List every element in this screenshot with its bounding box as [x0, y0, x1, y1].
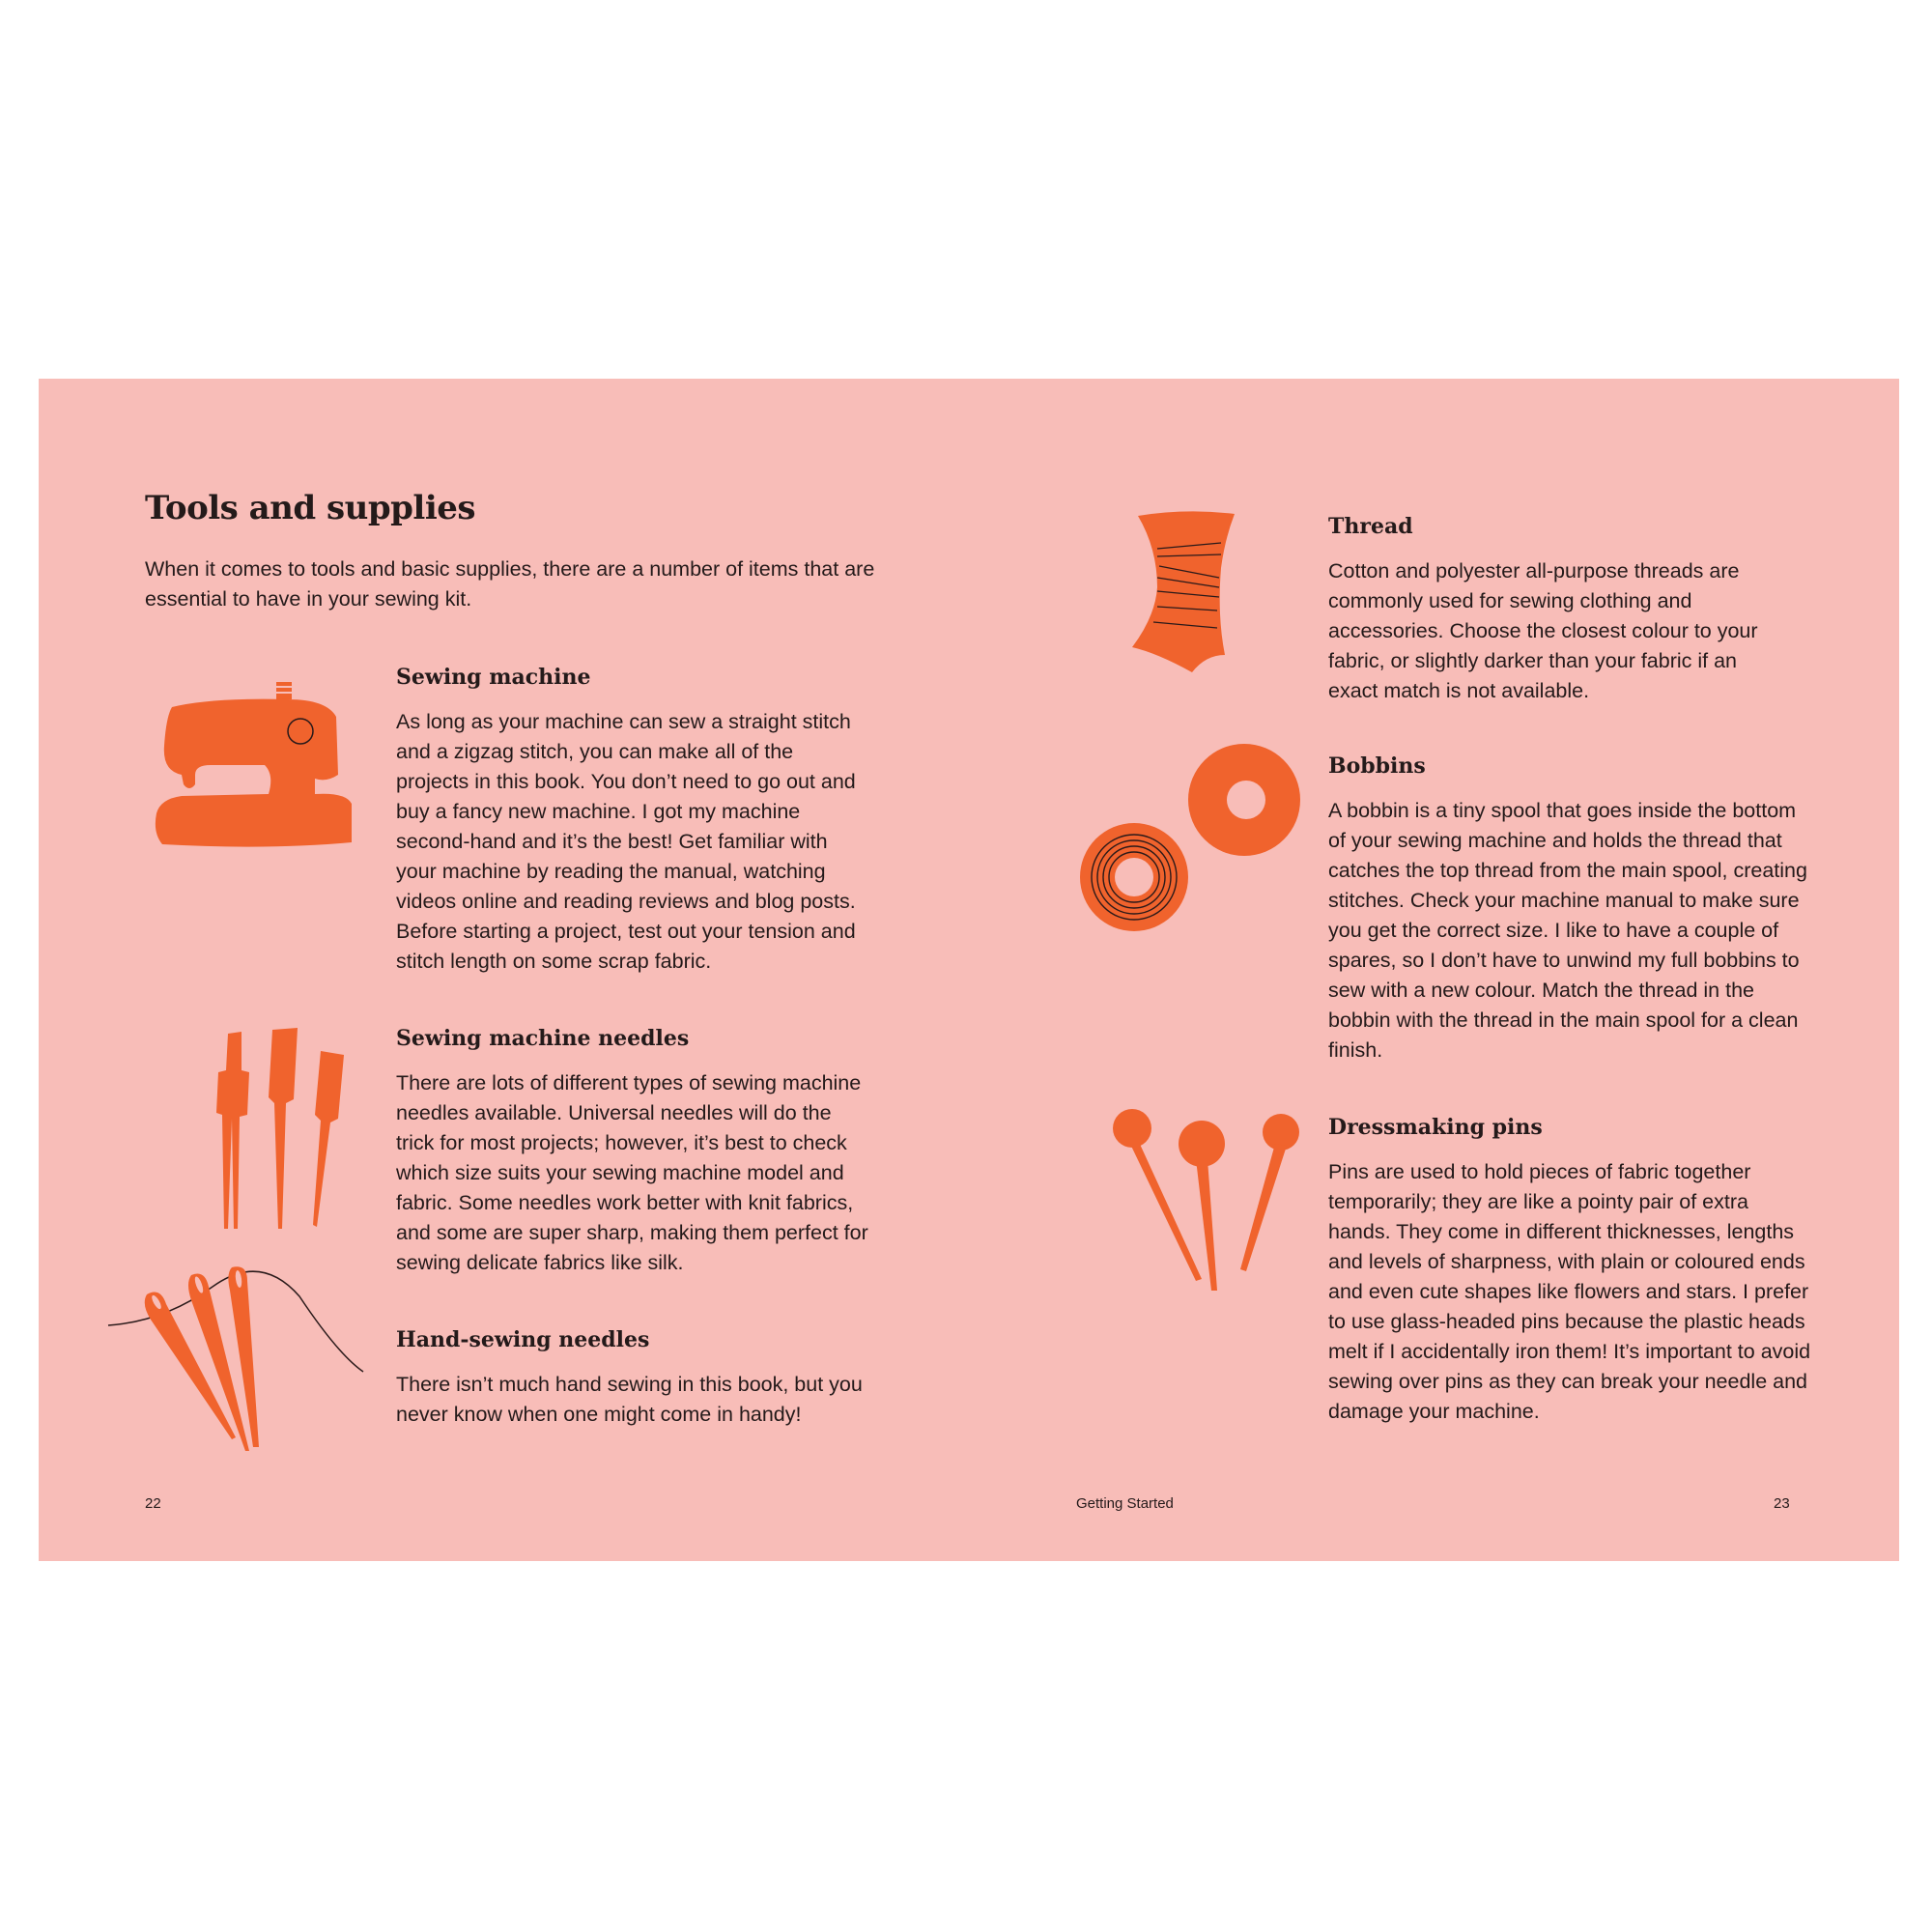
sewing-machine-heading: Sewing machine — [396, 665, 591, 690]
sewing-machine-text: As long as your machine can sew a straight stitch and a zigzag stitch, you can make all of the projects in this book. You don’t need to go out and buy a fancy new machine. I got my machine second-hand and it’s the best! Get familiar with your machine by reading the manual, watching videos online and reading reviews and blog posts. Before starting a project, test out your tension and stitch length on some scrap fabric. — [396, 710, 856, 973]
machine-needles-icon — [213, 1026, 367, 1238]
right-page-number: 23 — [1774, 1495, 1790, 1512]
hand-needles-text: There isn’t much hand sewing in this book, but you never know when one might come in handy! — [396, 1373, 863, 1426]
sewing-machine-icon — [153, 678, 365, 852]
hand-needles-icon — [106, 1258, 377, 1451]
page-title: Tools and supplies — [145, 489, 476, 527]
dressmaking-pins-icon — [1111, 1105, 1343, 1298]
book-spread — [39, 379, 1899, 1561]
bobbins-heading: Bobbins — [1328, 753, 1426, 779]
machine-needles-heading: Sewing machine needles — [396, 1026, 690, 1051]
hand-needles-heading: Hand-sewing needles — [396, 1327, 650, 1352]
intro-paragraph: When it comes to tools and basic supplies, there are a number of items that are essential to have in your sewing kit. — [145, 557, 875, 611]
pins-heading: Dressmaking pins — [1328, 1115, 1543, 1140]
machine-needles-text: There are lots of different types of sewing machine needles available. Universal needles will do the trick for most projects; however, it’s best to check which size suits your sewing machine model and fabric. Some needles work better with knit fabrics, and some are super sharp, making them perfect for sewing delicate fabrics like silk. — [396, 1071, 868, 1274]
pins-text: Pins are used to hold pieces of fabric together temporarily; they are like a pointy pair of extra hands. They come in different thicknesses, lengths and levels of sharpness, with plain or coloured ends and even cute shapes like flowers and stars. I prefer to use glass-headed pins because the plastic heads melt if I accidentally iron them! It’s important to avoid sewing over pins as they can break your needle and damage your machine. — [1328, 1160, 1811, 1423]
section-label: Getting Started — [1076, 1495, 1174, 1512]
thread-text: Cotton and polyester all-purpose threads are commonly used for sewing clothing and accessories. Choose the closest colour to your fabric, or slightly darker than your fabric if an exact match is not available. — [1328, 559, 1758, 702]
bobbins-icon — [1078, 746, 1310, 939]
left-page-number: 22 — [145, 1495, 161, 1512]
bobbins-text: A bobbin is a tiny spool that goes inside the bottom of your sewing machine and holds the thread that catches the top thread from the main spool, creating stitches. Check your machine manual to make sure you get the correct size. I like to have a couple of spares, so I don’t have to unwind my full bobbins to sew with a new colour. Match the thread in the bobbin with the thread in the main spool for a clean finish. — [1328, 799, 1807, 1062]
thread-spool-icon — [1128, 510, 1254, 684]
thread-heading: Thread — [1328, 514, 1413, 539]
